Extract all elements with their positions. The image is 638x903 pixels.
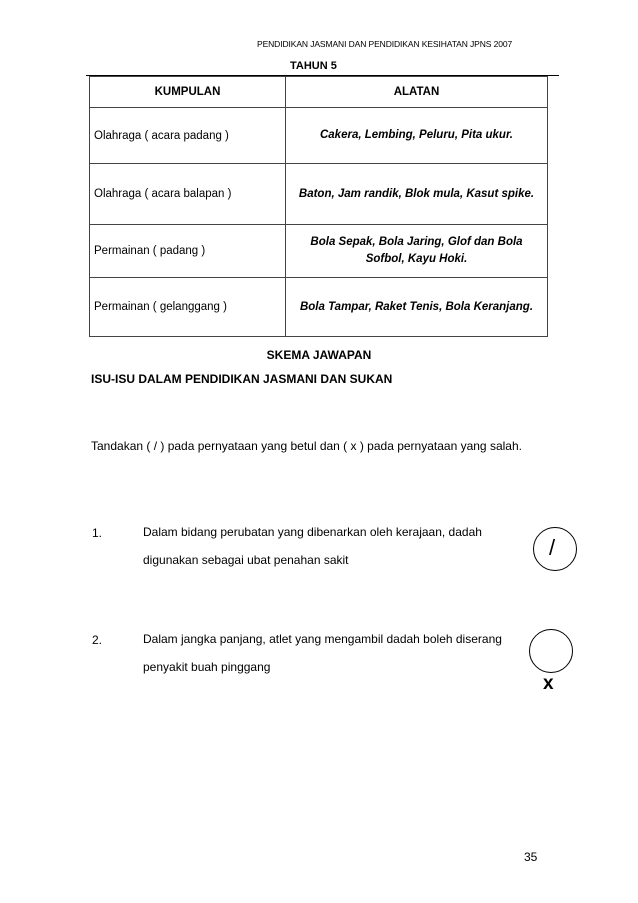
equipment-cell: Baton, Jam randik, Blok mula, Kasut spike.	[286, 164, 548, 225]
running-header: PENDIDIKAN JASMANI DAN PENDIDIKAN KESIHATAN JPNS 2007	[257, 39, 513, 49]
group-cell: Olahraga ( acara balapan )	[90, 164, 286, 225]
answer-mark: x	[543, 673, 554, 694]
equipment-cell: Bola Sepak, Bola Jaring, Glof dan Bola Sofbol, Kayu Hoki.	[286, 225, 548, 278]
answer-mark: /	[549, 535, 556, 560]
question-number: 1.	[92, 526, 103, 540]
table-row	[90, 164, 548, 225]
question-text: Dalam jangka panjang, atlet yang mengambil dadah boleh diserang penyakit buah pinggang	[143, 632, 502, 674]
equipment-cell: Cakera, Lembing, Peluru, Pita ukur.	[286, 108, 548, 164]
equipment-table	[89, 76, 548, 337]
page-number: 35	[524, 850, 538, 864]
group-cell: Permainan ( padang )	[90, 225, 286, 278]
answer-circle	[529, 629, 573, 673]
table-row	[90, 225, 548, 278]
column-header-equipment: ALATAN	[286, 77, 548, 108]
topic-title: ISU-ISU DALAM PENDIDIKAN JASMANI DAN SUKAN	[91, 372, 393, 386]
section-title: SKEMA JAWAPAN	[266, 348, 372, 362]
question-number: 2.	[92, 633, 103, 647]
question-text: Dalam bidang perubatan yang dibenarkan oleh kerajaan, dadah digunakan sebagai ubat penahan sakit	[143, 525, 482, 567]
column-header-group: KUMPULAN	[90, 77, 286, 108]
group-cell: Permainan ( gelanggang )	[90, 278, 286, 337]
table-row	[90, 278, 548, 337]
table-row	[90, 108, 548, 164]
group-cell: Olahraga ( acara padang )	[90, 108, 286, 164]
instructions: Tandakan ( / ) pada pernyataan yang betul dan ( x ) pada pernyataan yang salah.	[91, 439, 522, 453]
table-header-row	[90, 77, 548, 108]
grade-label: TAHUN 5	[290, 60, 337, 72]
equipment-cell: Bola Tampar, Raket Tenis, Bola Keranjang.	[286, 278, 548, 337]
